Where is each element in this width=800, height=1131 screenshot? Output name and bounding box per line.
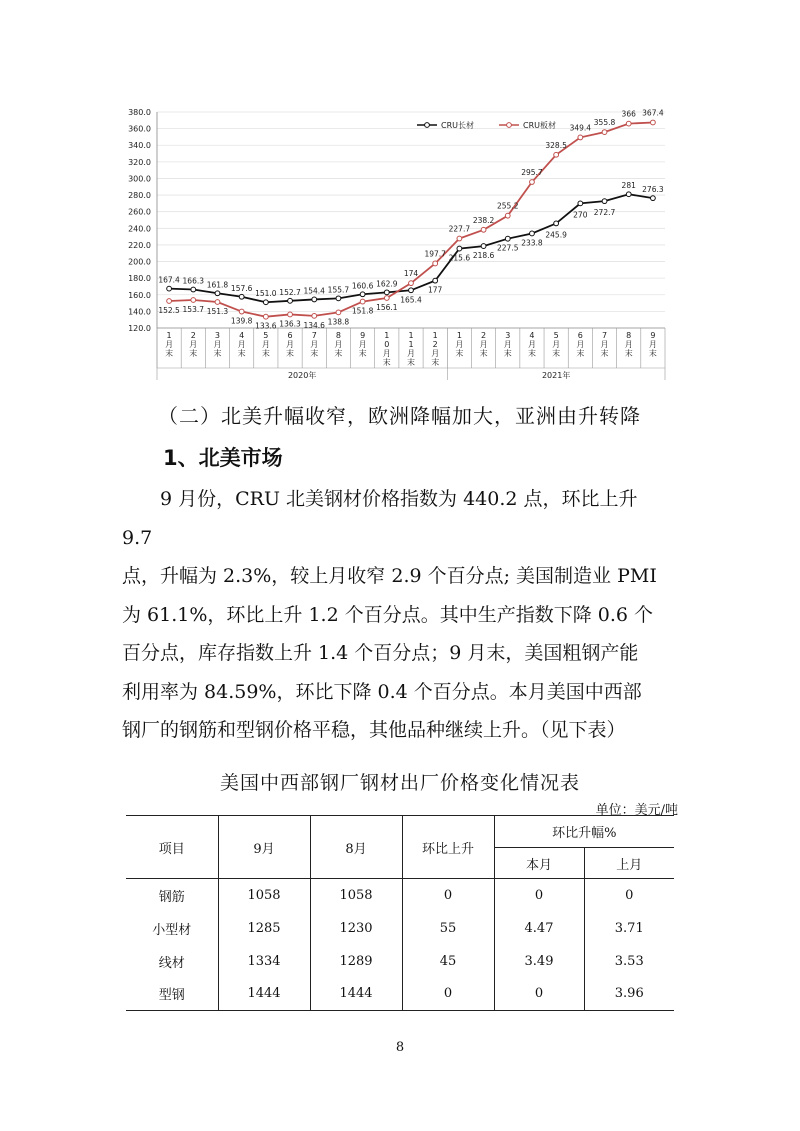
x-tick-label: 2 月末 — [479, 331, 488, 358]
cell-this-month: 3.49 — [494, 945, 584, 978]
header-this-month: 本月 — [494, 848, 584, 879]
x-tick-label: 2 月末 — [189, 331, 198, 358]
y-tick-label: 140.0 — [128, 307, 151, 317]
data-point — [360, 292, 365, 297]
data-point — [602, 199, 607, 204]
data-point — [554, 152, 559, 157]
data-label: 151.0 — [255, 289, 277, 299]
data-label: 177 — [428, 285, 443, 295]
cell-aug: 1444 — [310, 978, 402, 1011]
data-label: 366 — [621, 109, 636, 119]
data-point — [239, 294, 244, 299]
y-tick-label: 240.0 — [128, 224, 151, 234]
data-point — [409, 281, 414, 286]
x-tick-label: 4 月末 — [527, 331, 536, 358]
data-point — [167, 299, 172, 304]
data-label: 233.8 — [521, 238, 543, 248]
cell-last-month: 3.71 — [584, 912, 674, 945]
body-paragraph — [122, 480, 692, 750]
data-point — [505, 213, 510, 218]
data-point — [505, 236, 510, 241]
y-tick-label: 220.0 — [128, 240, 151, 250]
data-label: 162.9 — [376, 279, 398, 289]
cell-sep: 1285 — [218, 912, 310, 945]
cell-item: 线材 — [158, 955, 185, 971]
data-label: 166.3 — [182, 276, 205, 286]
data-label: 245.9 — [545, 230, 567, 240]
table-unit: 单位：美元/吨 — [595, 803, 678, 818]
table-title: 美国中西部钢厂钢材出厂价格变化情况表 — [219, 772, 580, 794]
data-label: 227.7 — [448, 224, 471, 234]
header-item: 项目 — [126, 816, 218, 879]
paragraph-line: 为 61.1%，环比上升 1.2 个百分点。其中生产指数下降 0.6 个 — [122, 603, 653, 626]
paragraph-line: 利用率为 84.59%，环比下降 0.4 个百分点。本月美国中西部 — [122, 680, 642, 703]
data-label: 157.6 — [230, 283, 253, 293]
data-point — [239, 309, 244, 314]
data-label: 272.7 — [593, 208, 616, 218]
data-point — [457, 246, 462, 251]
x-axis — [157, 328, 665, 380]
data-point — [626, 121, 631, 126]
x-tick-label: 1 0 月末 — [382, 331, 391, 367]
cell-last-month: 3.96 — [584, 978, 674, 1011]
x-tick-label: 5 月末 — [552, 331, 561, 358]
data-point — [288, 312, 293, 317]
paragraph-line: 9.7 — [122, 526, 153, 549]
y-tick-label: 320.0 — [128, 157, 151, 167]
price-index-line-chart — [105, 100, 685, 385]
x-tick-label: 1 月末 — [455, 331, 464, 358]
data-label: 153.7 — [182, 305, 205, 315]
data-point — [481, 227, 486, 232]
data-point — [530, 231, 535, 236]
data-point — [215, 291, 220, 296]
data-point — [191, 287, 196, 292]
data-label: 151.3 — [206, 306, 229, 316]
cell-rise: 0 — [402, 879, 494, 912]
group-label: 2020年 — [287, 371, 317, 380]
data-label: 152.5 — [158, 306, 180, 315]
y-tick-label: 360.0 — [128, 124, 151, 134]
sub-heading: 1、北美市场 — [163, 446, 283, 470]
x-tick-label: 7 月末 — [600, 331, 609, 358]
data-label: 151.8 — [351, 306, 374, 316]
data-point — [263, 300, 268, 305]
data-point — [554, 221, 559, 226]
y-tick-label: 160.0 — [128, 290, 151, 300]
data-label: 133.6 — [255, 321, 277, 331]
data-label: 281 — [621, 181, 636, 191]
data-label: 160.6 — [351, 281, 374, 291]
data-label: 328.5 — [545, 140, 567, 150]
data-point — [191, 298, 196, 303]
x-tick-label: 6 月末 — [576, 331, 585, 358]
y-tick-label: 180.0 — [128, 274, 151, 284]
y-tick-label: 120.0 — [128, 324, 151, 333]
data-label: 349.4 — [569, 123, 592, 133]
data-label: 167.4 — [158, 275, 180, 285]
page-number: 8 — [395, 1040, 405, 1055]
data-point — [651, 196, 656, 201]
data-point — [384, 296, 389, 301]
data-point — [433, 261, 438, 266]
paragraph-line: 百分点，库存指数上升 1.4 个百分点；9 月末，美国粗钢产能 — [122, 642, 639, 664]
section-heading: （二）北美升幅收窄，欧洲降幅加大，亚洲由升转降 — [158, 404, 641, 428]
data-label: 156.1 — [376, 303, 398, 313]
y-axis — [128, 108, 665, 333]
x-tick-label: 4 月末 — [237, 331, 246, 358]
data-label: 154.4 — [303, 286, 325, 296]
cell-this-month: 4.47 — [494, 912, 584, 945]
data-point — [530, 180, 535, 185]
legend-label: CRU长材 — [441, 121, 474, 130]
table-row — [126, 879, 674, 912]
data-point — [336, 310, 341, 315]
cell-aug: 1289 — [310, 945, 402, 978]
data-point — [263, 314, 268, 319]
cell-last-month: 0 — [584, 879, 674, 912]
data-point — [312, 297, 317, 302]
price-table — [126, 815, 674, 1011]
data-label: 227.5 — [497, 243, 519, 253]
x-tick-label: 1 月末 — [165, 331, 174, 358]
y-tick-label: 340.0 — [128, 141, 151, 151]
data-point — [384, 290, 389, 295]
header-last-month: 上月 — [584, 848, 674, 879]
paragraph-line: 点，升幅为 2.3%，较上月收窄 2.9 个百分点; 美国制造业 PMI — [122, 565, 657, 587]
data-point — [215, 300, 220, 305]
header-mom-pct: 环比升幅% — [494, 816, 674, 848]
x-tick-label: 9 月末 — [648, 331, 657, 358]
cell-last-month: 3.53 — [584, 945, 674, 978]
data-label: 276.3 — [642, 185, 664, 195]
cell-item: 钢筋 — [158, 889, 185, 905]
data-point — [651, 120, 656, 125]
cell-this-month: 0 — [494, 879, 584, 912]
header-aug: 8月 — [310, 816, 402, 879]
data-point — [481, 244, 486, 249]
data-point — [360, 299, 365, 304]
x-tick-label: 3 月末 — [213, 331, 222, 358]
data-point — [433, 278, 438, 283]
table-row — [126, 945, 674, 978]
y-tick-label: 260.0 — [128, 207, 151, 217]
data-label: 165.4 — [400, 295, 422, 305]
table-row — [126, 912, 674, 945]
cell-rise: 55 — [402, 912, 494, 945]
data-label: 139.8 — [230, 316, 253, 326]
cell-aug: 1058 — [310, 879, 402, 912]
cell-item: 小型材 — [152, 922, 192, 938]
table-row — [126, 978, 674, 1011]
x-tick-label: 8 月末 — [624, 331, 633, 358]
data-point — [312, 313, 317, 318]
data-point — [409, 288, 414, 293]
paragraph-line: 钢厂的钢筋和型钢价格平稳，其他品种继续上升。（见下表） — [122, 719, 626, 741]
data-label: 270 — [573, 210, 588, 220]
data-label: 238.2 — [472, 215, 495, 225]
x-tick-label: 8 月末 — [334, 331, 343, 358]
data-point — [602, 130, 607, 135]
x-tick-label: 7 月末 — [310, 331, 319, 358]
cell-sep: 1058 — [218, 879, 310, 912]
group-label: 2021年 — [541, 371, 571, 380]
data-point — [626, 192, 631, 197]
data-label: 155.7 — [327, 285, 350, 295]
data-label: 355.8 — [593, 118, 616, 128]
data-label: 218.6 — [472, 251, 495, 261]
data-point — [578, 201, 583, 206]
x-tick-label: 5 月末 — [261, 331, 270, 358]
data-label: 161.8 — [206, 280, 229, 290]
header-sep: 9月 — [218, 816, 310, 879]
cell-item: 型钢 — [126, 978, 218, 1011]
cell-sep: 1444 — [218, 978, 310, 1011]
chart-series — [158, 108, 664, 330]
legend-marker — [425, 123, 430, 128]
x-tick-label: 1 2 月末 — [431, 331, 440, 367]
cell-rise: 45 — [402, 945, 494, 978]
paragraph-line: 9 月份，CRU 北美钢材价格指数为 440.2 点，环比上升 — [160, 488, 638, 510]
legend-label: CRU板材 — [523, 121, 556, 130]
data-label: 367.4 — [642, 108, 664, 118]
data-label: 152.7 — [279, 287, 301, 297]
data-label: 215.6 — [448, 253, 471, 263]
data-label: 174 — [403, 269, 419, 279]
data-point — [167, 286, 172, 291]
y-tick-label: 380.0 — [128, 108, 151, 117]
header-mom-rise: 环比上升 — [402, 816, 494, 879]
data-point — [288, 298, 293, 303]
y-tick-label: 300.0 — [128, 174, 151, 184]
data-label: 136.3 — [279, 319, 301, 329]
data-label: 197.7 — [424, 249, 446, 259]
y-tick-label: 280.0 — [128, 191, 151, 201]
x-tick-label: 9 月末 — [358, 331, 367, 358]
data-label: 295.7 — [521, 168, 543, 178]
cell-rise: 0 — [402, 978, 494, 1011]
data-label: 134.6 — [303, 320, 325, 330]
cell-sep: 1334 — [218, 945, 310, 978]
x-tick-label: 1 1 月末 — [407, 331, 415, 367]
x-tick-label: 3 月末 — [503, 331, 512, 358]
cell-aug: 1230 — [310, 912, 402, 945]
cell-this-month: 0 — [494, 978, 584, 1011]
data-point — [578, 135, 583, 140]
data-label: 255.2 — [497, 201, 519, 211]
y-tick-label: 200.0 — [128, 257, 151, 267]
x-tick-label: 6 月末 — [286, 331, 295, 358]
data-label: 138.8 — [327, 317, 350, 327]
data-point — [457, 236, 462, 241]
legend-marker — [507, 123, 512, 128]
data-point — [336, 296, 341, 301]
